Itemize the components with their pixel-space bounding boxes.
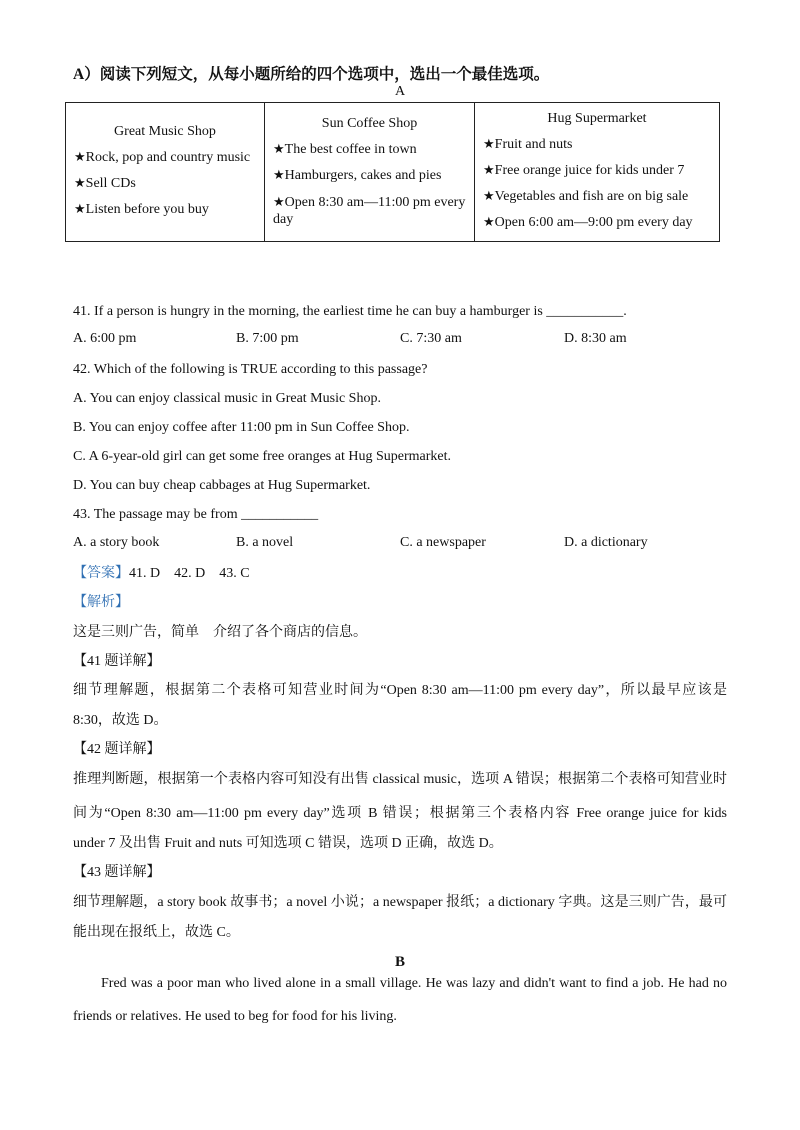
- star-icon: ★: [483, 215, 495, 230]
- question-43-option-a: A. a story book: [73, 535, 160, 550]
- q41-detail-title: 【41 题详解】: [73, 654, 161, 669]
- section-a-label: A: [394, 84, 406, 99]
- question-41-stem: 41. If a person is hungry in the morning, the earliest time he can buy a hamburger is ___________.: [73, 304, 627, 319]
- shop-name: Great Music Shop: [114, 124, 216, 139]
- question-42-option-a: A. You can enjoy classical music in Great Music Shop.: [73, 391, 381, 406]
- star-icon: ★: [273, 142, 285, 157]
- answer-text: 41. D 42. D 43. C: [129, 566, 250, 581]
- q43-detail-line-1: 细节理解题，a story book 故事书；a novel 小说；a newspaper 报纸；a dictionary 字典。这是三则广告，最可: [73, 895, 727, 910]
- question-41-option-c: C. 7:30 am: [400, 331, 462, 346]
- shop-item: Listen before you buy: [85, 202, 209, 217]
- great-music-shop-cell: [66, 103, 265, 242]
- shop-name: Sun Coffee Shop: [321, 116, 418, 131]
- question-41-option-a: A. 6:00 pm: [73, 331, 137, 346]
- sun-coffee-shop-cell: [265, 103, 475, 242]
- shop-item: Vegetables and fish are on big sale: [494, 189, 689, 204]
- question-42-stem: 42. Which of the following is TRUE according to this passage?: [73, 362, 428, 377]
- shop-item: Fruit and nuts: [494, 137, 573, 152]
- answer-label: 【答案】: [73, 566, 129, 581]
- question-42-option-b: B. You can enjoy coffee after 11:00 pm in Sun Coffee Shop.: [73, 420, 410, 435]
- passage-b-line-2: friends or relatives. He used to beg for food for his living.: [73, 1009, 397, 1024]
- answer-line: [73, 564, 250, 584]
- instruction-heading: A）阅读下列短文，从每小题所给的四个选项中，选出一个最佳选项。: [73, 66, 550, 83]
- shop-item: Sell CDs: [85, 176, 136, 191]
- star-icon: ★: [74, 176, 86, 191]
- question-43-option-c: C. a newspaper: [400, 535, 486, 550]
- star-icon: ★: [483, 163, 495, 178]
- shop-item: Free orange juice for kids under 7: [494, 163, 685, 178]
- shop-item: Rock, pop and country music: [85, 150, 251, 165]
- q42-detail-title: 【42 题详解】: [73, 742, 161, 757]
- question-41-option-d: D. 8:30 am: [564, 331, 627, 346]
- shop-name: Hug Supermarket: [547, 111, 647, 126]
- q43-detail-title: 【43 题详解】: [73, 865, 161, 880]
- q42-detail-line-2: 间为“Open 8:30 am—11:00 pm every day”选项 B 错误；根据第三个表格内容 Free orange juice for kids: [73, 806, 727, 821]
- question-41-option-b: B. 7:00 pm: [236, 331, 299, 346]
- shop-item: Hamburgers, cakes and pies: [284, 168, 442, 183]
- star-icon: ★: [74, 150, 86, 165]
- q43-detail-line-2: 能出现在报纸上，故选 C。: [73, 925, 240, 940]
- advertisement-table: [65, 102, 720, 242]
- star-icon: ★: [273, 168, 285, 183]
- q42-detail-line-3: under 7 及出售 Fruit and nuts 可知选项 C 错误，选项 D 正确，故选 D。: [73, 836, 503, 851]
- hug-supermarket-cell: [475, 103, 720, 242]
- star-icon: ★: [483, 137, 495, 152]
- question-43-option-b: B. a novel: [236, 535, 294, 550]
- analysis-intro: 这是三则广告，简单 介绍了各个商店的信息。: [73, 625, 367, 640]
- star-icon: ★: [273, 195, 285, 210]
- star-icon: ★: [74, 202, 86, 217]
- question-43-stem: 43. The passage may be from ___________: [73, 507, 319, 522]
- star-icon: ★: [483, 189, 495, 204]
- shop-item: Open 6:00 am—9:00 pm every day: [494, 215, 693, 230]
- question-43-option-d: D. a dictionary: [564, 535, 648, 550]
- question-42-option-c: C. A 6-year-old girl can get some free oranges at Hug Supermarket.: [73, 449, 451, 464]
- analysis-label: 【解析】: [73, 595, 129, 610]
- q41-detail-line-1: 细节理解题，根据第二个表格可知营业时间为“Open 8:30 am—11:00 pm every day”，所以最早应该是: [73, 683, 727, 698]
- section-b-label: B: [394, 954, 405, 970]
- q41-detail-line-2: 8:30，故选 D。: [73, 713, 168, 728]
- shop-item: Open 8:30 am—11:00 pm every day: [273, 195, 466, 227]
- q42-detail-line-1: 推理判断题，根据第一个表格内容可知没有出售 classical music，选项 A 错误；根据第二个表格可知营业时: [73, 772, 727, 787]
- shop-item: The best coffee in town: [284, 142, 417, 157]
- passage-b-line-1: Fred was a poor man who lived alone in a small village. He was lazy and didn't want to find a job. He had no: [101, 976, 727, 991]
- question-42-option-d: D. You can buy cheap cabbages at Hug Supermarket.: [73, 478, 371, 493]
